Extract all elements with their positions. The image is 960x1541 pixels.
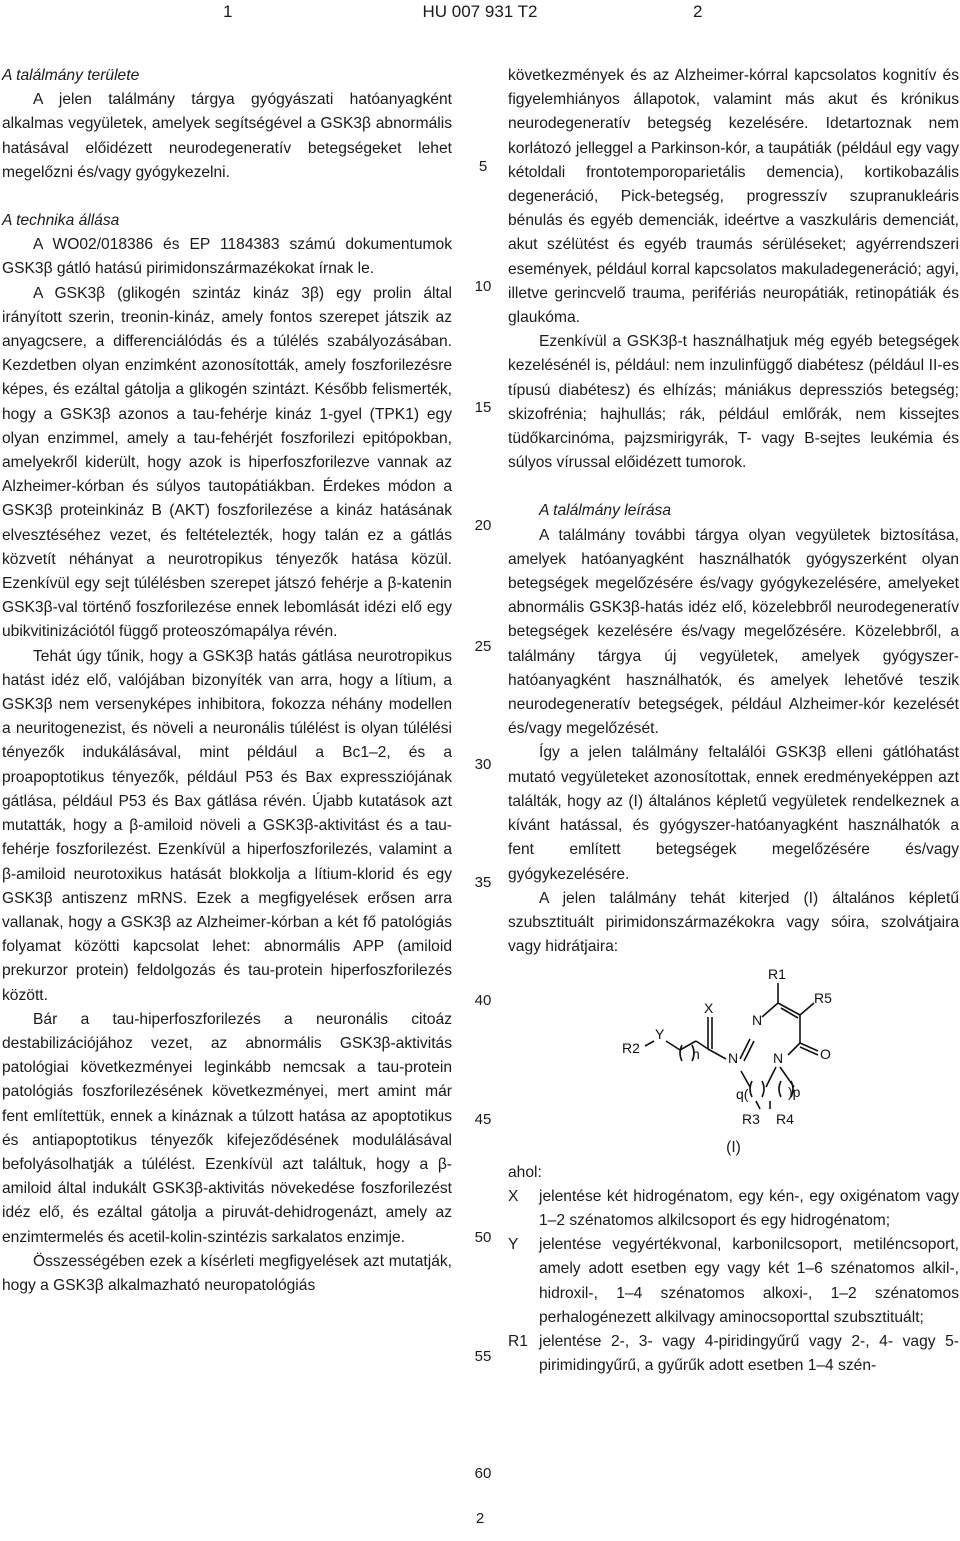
atom-r4: R4	[776, 1111, 794, 1128]
line-number: 10	[474, 278, 492, 295]
definition-item	[508, 1233, 959, 1330]
footer-page-number: 2	[475, 1510, 485, 1527]
left-column	[2, 64, 452, 1298]
paragraph: Összességében ezek a kísérleti megfigyelések azt mutatják, hogy a GSK3β alkalmazható neuropatológiás	[2, 1252, 452, 1294]
section-heading-field: A találmány területe	[2, 67, 140, 84]
paragraph: Így a jelen találmány feltalálói GSK3β elleni gátlóhatást mutató vegyületeket azonosítottak, ennek eredményeképpen azt találták, hogy az (I) általános képletű vegyületek rendelkeznek a kívánt hatással, és gyógyszer-hatóanyagként használhatók a fent említett betegségek megelőzésére és/vagy gyógykezelésére.	[508, 744, 959, 883]
line-number: 60	[474, 1465, 492, 1482]
line-number: 55	[474, 1348, 492, 1365]
atom-r3: R3	[742, 1111, 760, 1128]
definition-item	[508, 1330, 959, 1378]
line-number: 15	[474, 399, 492, 416]
atom-x: X	[704, 1000, 714, 1017]
paragraph: Bár a tau-hiperfoszforilezés a neuronális citoáz destabilizációjához vezet, az abnormális GSK3β-aktivitás patológiai következményei leginkább nemcsak a tau-protein patológiás foszforilezésének következményei, mert amint már fent említettük, ennek a kináznak a túlzott hatása az apoptotikus és antiapoptotikus tényezők kifejeződésének modulálásával befolyásolhatják a túlélést. Ezenkívül azt találtuk, hogy a β-amiloid által indukált GSK3β-aktivitás növekedése foszforilezést idéz elő, és ezáltal gátolja a piruvát-dehidrogenázt, amely az enzimtermelés és acetil-kolin-szintézis sarkalatos enzimje.	[2, 1010, 452, 1246]
section-heading-prior-art: A technika állása	[2, 212, 120, 230]
atom-o: O	[820, 1046, 831, 1063]
paragraph: A WO02/018386 és EP 1184383 számú dokumentumok GSK3β gátló hatású pirimidonszármazékokat írnak le.	[2, 236, 452, 278]
definitions-intro: ahol:	[508, 1163, 542, 1181]
atom-r5: R5	[814, 990, 832, 1007]
header-patent-id: HU 007 931 T2	[422, 2, 538, 21]
definition-item	[508, 1185, 959, 1233]
definition-key: R1	[508, 1332, 528, 1350]
paragraph: A találmány további tárgya olyan vegyületek biztosítása, amelyek hatóanyagként használhatók gyógyszerként olyan betegségek megelőzésére és/vagy gyógykezelésére, amelyeket abnormális GSK3β-hatás idéz elő, közelebbről neurodegeneratív betegségek kezelésére és/vagy megelőzésére. Közelebbről, a találmány tárgya új vegyületek, amelyek gyógyszer-hatóanyagként használhatók, és amelyek lehetővé teszik neurodegeneratív betegségek, például Alzheimer-kór kezelését és/vagy megelőzését.	[508, 526, 959, 738]
paragraph: Ezenkívül a GSK3β-t használhatjuk még egyéb betegségek kezelésénél is, például: nem inzulinfüggő diabétesz (például II-es típusú diabétesz) és elhízás; mániákus depressziós betegség; skizofrénia; hajhullás; rák, például emlőrák, nem kissejtes tüdőkarcinóma, pajzsmirigyrák, T- vagy B-sejtes leukémia és súlyos vírussal előidézett tumorok.	[508, 333, 959, 472]
paragraph: A jelen találmány tárgya gyógyászati hatóanyagként alkalmas vegyületek, amelyek segítségével a GSK3β abnormális hatásával előidézett neurodegeneratív betegségeket lehet megelőzni és/vagy gyógykezelni.	[2, 91, 452, 181]
line-number: 45	[474, 1111, 492, 1128]
line-number: 5	[478, 158, 488, 175]
atom-n-top: N	[752, 1012, 763, 1029]
subscript-n: n	[692, 1046, 700, 1063]
line-number: 25	[474, 638, 492, 655]
paragraph: következmények és az Alzheimer-kórral kapcsolatos kognitív és figyelemhiányos állapotok, valamint más akut és krónikus neurodegeneratív betegség kezelésére. Idetartoznak nem korlátozó jelleggel a Parkinson-kór, a taupátiák (például egy vagy kétoldali frontotemporoparietális demencia), kortikobazális degeneráció, Pick-betegség, progresszív szupranukleáris bénulás és egyéb demenciák, ideértve a vaszkuláris demenciát, akut szélütést és egyéb traumás sérüléseket; agyérrendszeri események, például korral kapcsolatos makuladegeneráció; agyi, illetve gerincvelő trauma, perifériás neuropátiák, retinopátiák és glaukóma.	[508, 67, 959, 327]
atom-y: Y	[655, 1026, 665, 1043]
paragraph: A jelen találmány tehát kiterjed (I) általános képletű szubsztituált pirimidonszármazékokra vagy sóira, szolvátjaira vagy hidrátjaira:	[508, 889, 959, 956]
definition-key: Y	[508, 1236, 519, 1254]
subscript-p: )p	[788, 1084, 801, 1101]
subscript-q: q(	[736, 1086, 749, 1103]
section-heading-description: A találmány leírása	[539, 502, 672, 520]
atom-n-amide: N	[728, 1050, 739, 1067]
paragraph: Tehát úgy tűnik, hogy a GSK3β hatás gátlása neurotropikus hatást idéz elő, valójában bizonyíték van arra, hogy a lítium, a GSK3β nem versenyképes inhibitora, fokozza néhány modellen a neuritogenezist, és növeli a neuronális túlélést is olyan túlélési tényezők indukálásával, mint például a Bc1–2, és a proapoptotikus tényezők, például P53 és Bax expressziójának gátlása, például P53 és Bax gátlása révén. Újabb kutatások azt mutatták, hogy a β-amiloid növeli a GSK3β-aktivitást és a tau-fehérje foszforilezést. Ezenkívül a hiperfoszforilezés, valamint a β-amiloid neurotoxikus hatását blokkolja a lítium-klorid és egy GSK3β antiszenz mRNS. Ezek a megfigyelések erősen arra vallanak, hogy a GSK3β az Alzheimer-kórban a két fő patológiás folyamat közötti kapcsolat lehet: abnormális APP (amiloid prekurzor protein) feldolgozás és tau-protein hiperfoszforilezés között.	[2, 647, 452, 1004]
structure-diagram	[508, 959, 959, 1134]
line-number: 35	[474, 874, 492, 891]
definition-value: jelentése 2-, 3- vagy 4-piridingyűrű vagy 2-, 4- vagy 5-pirimidingyűrű, a gyűrűk adott esetben 1–4 szén-	[539, 1332, 959, 1375]
line-number: 30	[474, 756, 492, 773]
definition-value: jelentése két hidrogénatom, egy kén-, egy oxigénatom vagy 1–2 szénatomos alkilcsoport és egy hidrogénatom;	[539, 1187, 959, 1229]
atom-r2: R2	[622, 1040, 640, 1057]
definition-value: jelentése vegyértékvonal, karbonilcsoport, metiléncsoport, amely adott esetben egy vagy két 1–6 szénatomos alkil-, hidroxil-, 1–4 szénatomos alkoxi-, 1–2 szénatomos perhalogénezett alkilvagy aminocsoporttal szubsztituált;	[539, 1236, 959, 1326]
line-number: 50	[474, 1229, 492, 1246]
atom-r1: R1	[768, 966, 786, 983]
line-number: 40	[474, 992, 492, 1009]
right-column	[508, 64, 959, 1378]
atom-n-ring: N	[773, 1050, 784, 1067]
chemical-structure-formula	[508, 959, 959, 1134]
formula-label: (I)	[726, 1139, 741, 1157]
paragraph: A GSK3β (glikogén szintáz kináz 3β) egy prolin által irányított szerin, treonin-kináz, amely fontos szerepet játszik az anyagcsere, a differenciálódás és a túlélés szabályozásában. Kezdetben olyan enzimként azonosították, amely foszforilezésre képes, és ezáltal gátolja a glikogén szintázt. Később felismerték, hogy a GSK3β azonos a tau-fehérje kináz 1-gyel (TPK1) egy olyan enzimmel, amely a tau-fehérjét foszforilezi epitópokban, amelyekről kiderült, hogy azok is hiperfoszforilezve vannak az Alzheimer-kórban és súlyos tautopátiákban. Érdekes módon a GSK3β proteinkináz B (AKT) foszforilezése a kináz hatásának elvesztéséhez vezet, és feltételezték, hogy talán ez a gátlás közvetít néhányat a neurotropikus tényezők hatása közül. Ezenkívül egy sejt túlélésben szerepet játszó fehérje a β-katenin GSK3β-val történő foszforilezése ennek lebomlását idézi elő egy ubikvitinizációtól függő proteoszómapálya révén.	[2, 284, 452, 641]
header-left-page-number: 1	[223, 2, 233, 21]
header-right-page-number: 2	[693, 2, 703, 21]
definition-key: X	[508, 1187, 519, 1205]
line-number: 20	[474, 517, 492, 534]
